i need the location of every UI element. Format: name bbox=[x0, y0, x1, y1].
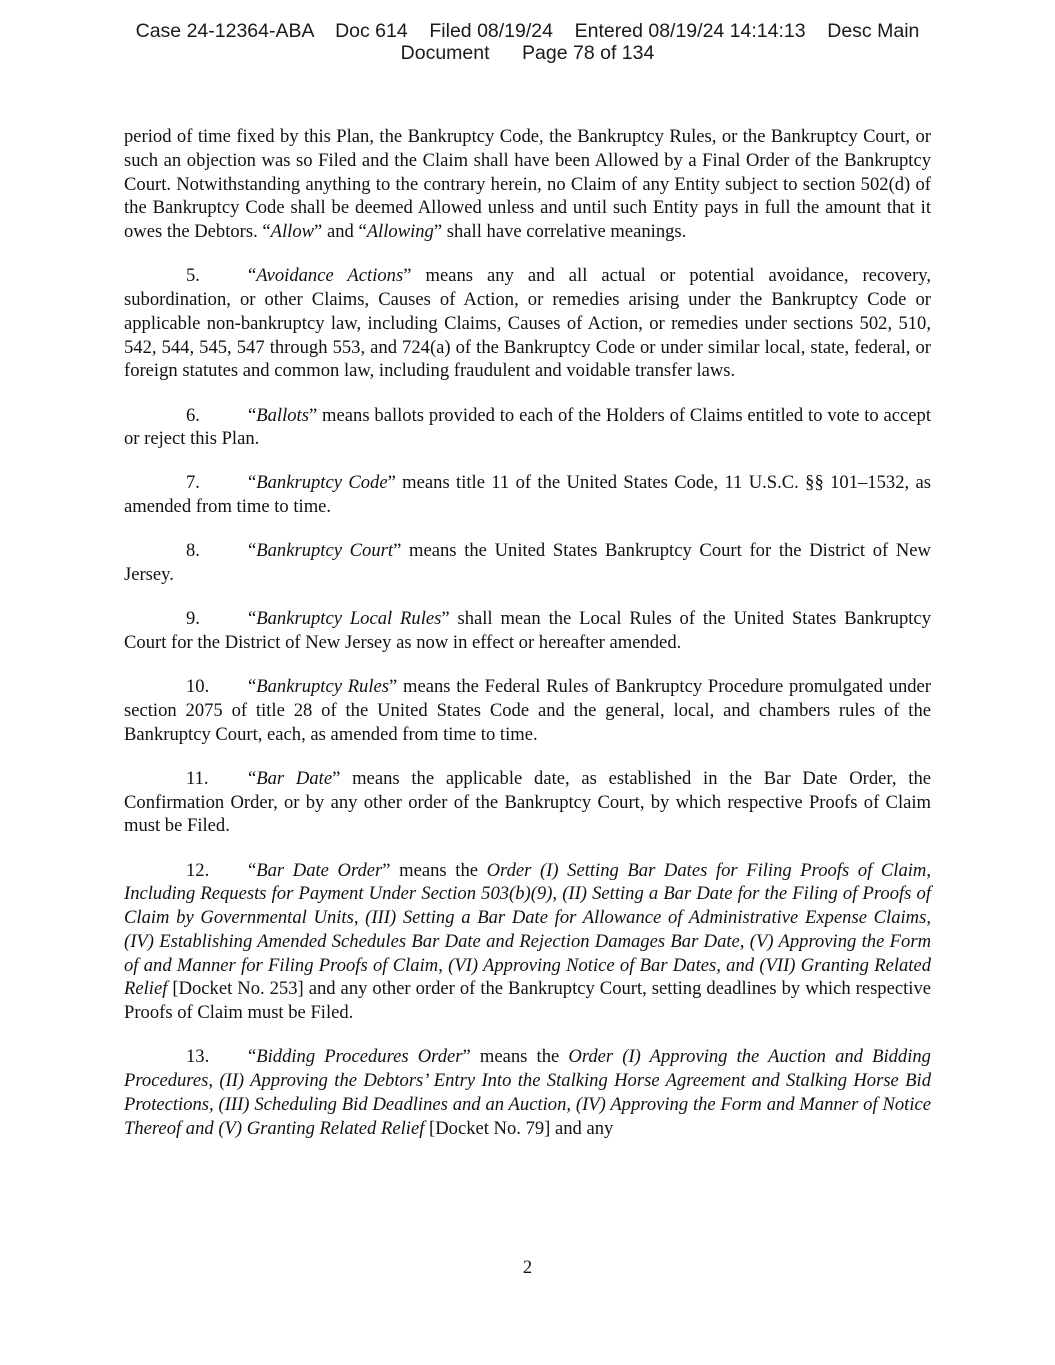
definition-5 bbox=[124, 264, 931, 383]
definition-term: Bankruptcy Code bbox=[256, 472, 388, 494]
definition-term: Bankruptcy Court bbox=[256, 540, 394, 562]
open-quote: “ bbox=[248, 265, 257, 287]
definition-text: ” means the United States Bankruptcy Court for the District of New Jersey. bbox=[124, 540, 931, 586]
open-quote: “ bbox=[248, 540, 257, 562]
definition-text: ” means the Federal Rules of Bankruptcy Procedure promulgated under section 2075 of title 28 of the United States Code and the general, local, and chambers rules of the Bankruptcy Court, each, as amended from time to time. bbox=[124, 676, 931, 745]
definition-number: 12. bbox=[186, 859, 210, 881]
definition-13 bbox=[124, 1045, 931, 1140]
definition-number: 13. bbox=[186, 1046, 210, 1068]
definition-text: ” means any and all actual or potential avoidance, recovery, subordination, or other Claims, Causes of Action, or remedies arising under the Bankruptcy Code or applicable non-bankruptcy law, including Claims, Causes of Action, or remedies under sections 502, 510, 542, 544, 545, 547 through 553, and 724(a) of the Bankruptcy Code or under similar local, state, federal, or foreign statutes and common law, including fraudulent and voidable transfer laws. bbox=[124, 265, 931, 382]
page-number: 2 bbox=[522, 1257, 533, 1278]
definition-9 bbox=[124, 607, 931, 655]
definition-number: 9. bbox=[186, 608, 200, 630]
definition-12 bbox=[124, 859, 931, 1026]
definition-means: ” means the bbox=[462, 1046, 569, 1068]
definition-text: ” means the applicable date, as established in the Bar Date Order, the Confirmation Order, or by any other order of the Bankruptcy Court, by which respective Proofs of Claim must be Filed. bbox=[124, 767, 932, 837]
open-quote: “ bbox=[248, 676, 257, 698]
case-header-line-2: Document Page 78 of 134 bbox=[400, 42, 655, 64]
intro-text: period of time fixed by this Plan, the Bankruptcy Code, the Bankruptcy Rules, or the Bankruptcy Court, or such an objection was so Filed and the Claim shall have been Allowed by a Final Order of the Bankruptcy Court. Notwithstanding anything to the contrary herein, no Claim of any Entity subject to section 502(d) of the Bankruptcy Code shall be deemed Allowed unless and until such Entity pays in full the amount that it owes the Debtors. “ bbox=[124, 126, 931, 243]
open-quote: “ bbox=[248, 472, 257, 494]
open-quote: “ bbox=[248, 767, 257, 789]
definition-8 bbox=[124, 539, 931, 587]
definition-rest: [Docket No. 79] and any bbox=[424, 1117, 614, 1139]
definition-7 bbox=[124, 471, 931, 519]
definition-term: Ballots bbox=[256, 404, 309, 426]
open-quote: “ bbox=[248, 608, 257, 630]
intro-paragraph bbox=[124, 125, 931, 244]
document-body bbox=[124, 125, 931, 1161]
definition-11 bbox=[124, 767, 931, 838]
intro-end: ” shall have correlative meanings. bbox=[433, 221, 687, 243]
definition-term: Bar Date Order bbox=[256, 859, 383, 881]
definition-text: ” means ballots provided to each of the Holders of Claims entitled to vote to accept or reject this Plan. bbox=[124, 404, 931, 450]
definition-number: 7. bbox=[186, 472, 200, 494]
order-title: Order (I) Setting Bar Dates for Filing Proofs of Claim, Including Requests for Payment Under Section 503(b)(9), (II) Setting a Bar Date for the Filing of Proofs of Claim by Governmental Units, (III) Setting a Bar Date for Allowance of Administrative Expense Claims, (IV) Establishing Amended Schedules Bar Date and Rejection Damages Bar Date, (V) Approving the Form of and Manner for Filing Proofs of Claim, (VI) Approving Notice of Bar Dates, and (VII) Granting Related Relief bbox=[124, 859, 931, 1000]
definition-6 bbox=[124, 404, 931, 452]
definition-means: ” means the bbox=[382, 859, 487, 881]
definition-rest: [Docket No. 253] and any other order of the Bankruptcy Court, setting deadlines by which respective Proofs of Claim must be Filed. bbox=[124, 978, 931, 1024]
definition-10 bbox=[124, 675, 931, 746]
definition-term: Bidding Procedures Order bbox=[256, 1046, 463, 1068]
definition-number: 10. bbox=[186, 676, 210, 698]
definition-term: Avoidance Actions bbox=[256, 265, 404, 287]
case-header-line-1: Case 24-12364-ABA Doc 614 Filed 08/19/24 Entered 08/19/24 14:14:13 Desc Main bbox=[135, 20, 920, 42]
definition-text: ” means title 11 of the United States Code, 11 U.S.C. §§ 101–1532, as amended from time to time. bbox=[124, 472, 931, 518]
definition-term: Bar Date bbox=[256, 767, 333, 789]
order-title: Order (I) Approving the Auction and Bidding Procedures, (II) Approving the Debtors’ Entry Into the Stalking Horse Agreement and Stalking Horse Bid Protections, (III) Scheduling Bid Deadlines and an Auction, (IV) Approving the Form and Manner of Notice Thereof and (V) Granting Related Relief bbox=[124, 1046, 931, 1139]
term-allowing: Allowing bbox=[366, 221, 434, 243]
open-quote: “ bbox=[248, 404, 257, 426]
definition-text: ” shall mean the Local Rules of the United States Bankruptcy Court for the District of New Jersey as now in effect or hereafter amended. bbox=[124, 608, 931, 654]
definition-term: Bankruptcy Rules bbox=[256, 676, 390, 698]
term-allow: Allow bbox=[270, 221, 315, 243]
open-quote: “ bbox=[248, 1046, 257, 1068]
definition-number: 5. bbox=[186, 265, 200, 287]
intro-mid: ” and “ bbox=[314, 221, 367, 243]
open-quote: “ bbox=[248, 859, 257, 881]
definition-number: 8. bbox=[186, 540, 200, 562]
definition-number: 6. bbox=[186, 404, 200, 426]
case-header bbox=[0, 20, 1055, 64]
definition-term: Bankruptcy Local Rules bbox=[256, 608, 442, 630]
definition-number: 11. bbox=[186, 767, 209, 789]
